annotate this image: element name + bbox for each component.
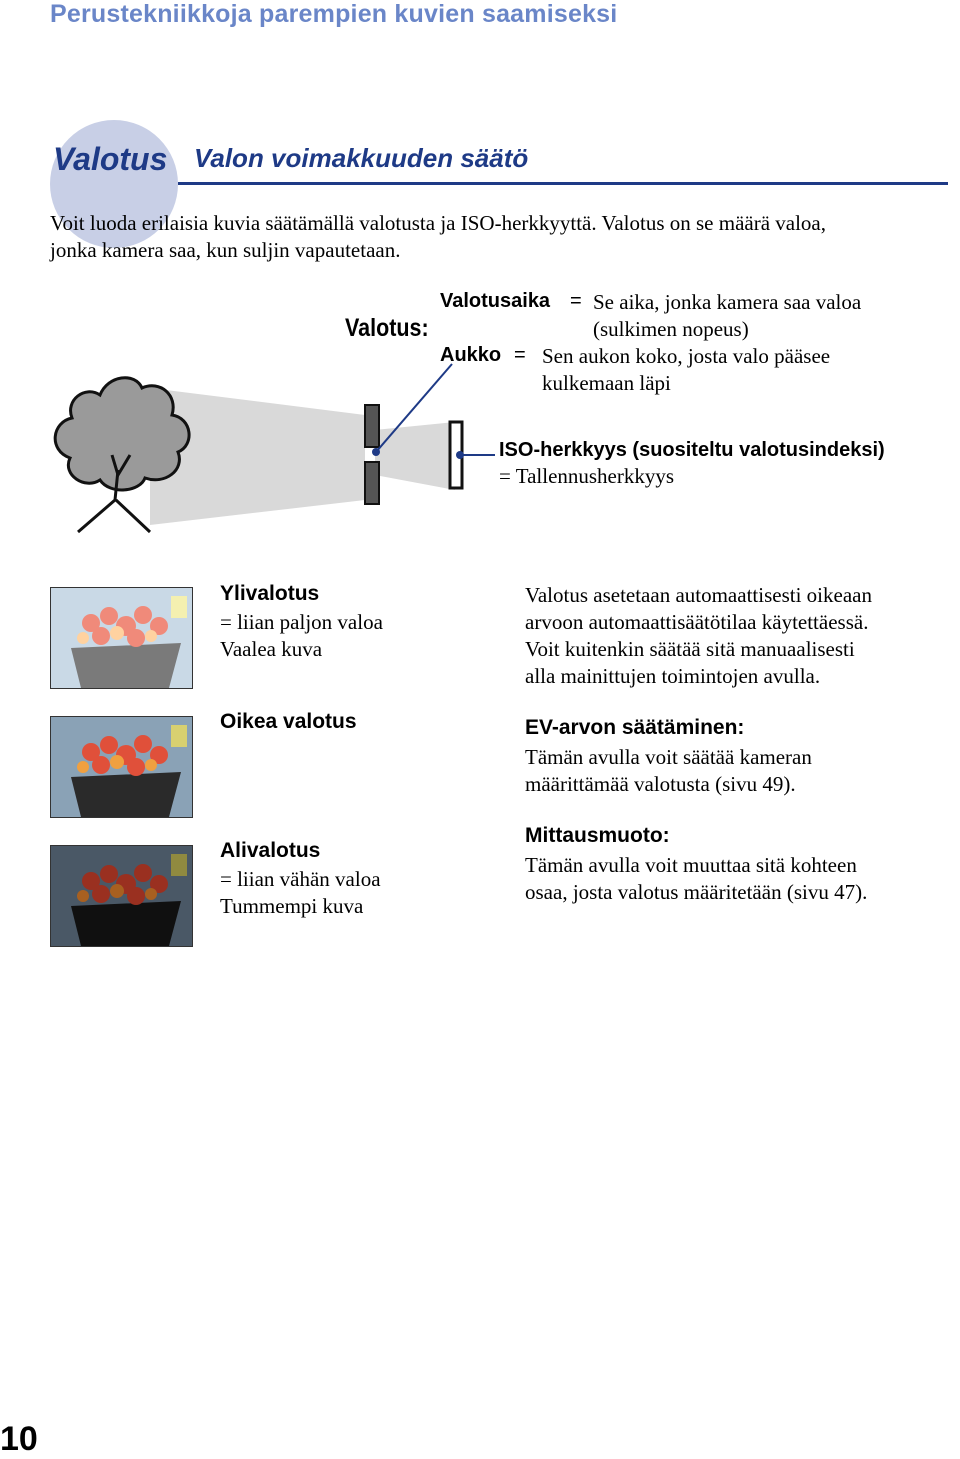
shutter-def-1: Se aika, jonka kamera saa valoa <box>593 290 862 314</box>
iso-term: ISO-herkkyys (suositeltu valotusindeksi) <box>499 439 885 461</box>
shutter-eq: = <box>570 290 582 312</box>
light-beam-right <box>375 422 455 490</box>
iso-leader-dot <box>456 451 464 459</box>
ev-adjust-line-1: Tämän avulla voit säätää kameran <box>525 745 812 769</box>
photo-underexposed <box>50 845 193 947</box>
auto-exposure-line-2: arvoon automaattisäätötilaa käytettäessä. <box>525 610 869 634</box>
aperture-def-2: kulkemaan läpi <box>542 371 671 395</box>
metering-mode-line-2: osaa, josta valotus määritetään (sivu 47). <box>525 880 868 904</box>
overexposed-title: Ylivalotus <box>220 582 320 605</box>
aperture-eq: = <box>514 344 526 366</box>
flower-photo-normal <box>51 717 192 817</box>
iso-def: = Tallennusherkkyys <box>499 464 675 488</box>
aperture-def-1: Sen aukon koko, josta valo pääsee <box>542 344 831 368</box>
page-number: 10 <box>0 1420 38 1458</box>
flower-photo-dark <box>51 846 192 946</box>
aperture-term: Aukko <box>440 344 502 366</box>
underexposed-line-2: Tummempi kuva <box>220 894 364 918</box>
correct-exposure-title: Oikea valotus <box>220 710 357 733</box>
section-title: Valotus <box>53 141 168 177</box>
aperture-leader-dot <box>372 448 380 456</box>
light-beam-left <box>150 388 365 525</box>
overexposed-line-2: Vaalea kuva <box>220 637 323 661</box>
metering-mode-title: Mittausmuoto: <box>525 824 670 847</box>
exposure-diagram <box>0 0 960 560</box>
valotus-label: Valotus: <box>345 314 429 342</box>
flower-photo-bright <box>51 588 192 688</box>
auto-exposure-line-3: Voit kuitenkin säätää sitä manuaalisesti <box>525 637 855 661</box>
ev-adjust-line-2: määrittämää valotusta (sivu 49). <box>525 772 796 796</box>
photo-correct-exposure <box>50 716 193 818</box>
ev-adjust-title: EV-arvon säätäminen: <box>525 716 745 739</box>
photo-overexposed <box>50 587 193 689</box>
intro-line-2: jonka kamera saa, kun suljin vapautetaan. <box>50 238 401 262</box>
shutter-def-2: (sulkimen nopeus) <box>593 317 749 341</box>
overexposed-line-1: = liian paljon valoa <box>220 610 383 634</box>
section-subtitle: Valon voimakkuuden säätö <box>194 143 529 173</box>
intro-line-1: Voit luoda erilaisia kuvia säätämällä valotusta ja ISO-herkkyyttä. Valotus on se määrä valoa, <box>50 211 827 235</box>
aperture-blade-bottom <box>365 462 379 504</box>
aperture-blade-top <box>365 405 379 447</box>
running-header: Perustekniikkoja parempien kuvien saamiseksi <box>50 0 618 28</box>
auto-exposure-line-4: alla mainittujen toimintojen avulla. <box>525 664 821 688</box>
underexposed-line-1: = liian vähän valoa <box>220 867 381 891</box>
underexposed-title: Alivalotus <box>220 839 321 862</box>
auto-exposure-line-1: Valotus asetetaan automaattisesti oikeaan <box>525 583 872 607</box>
shutter-term: Valotusaika <box>440 290 551 312</box>
metering-mode-line-1: Tämän avulla voit muuttaa sitä kohteen <box>525 853 857 877</box>
